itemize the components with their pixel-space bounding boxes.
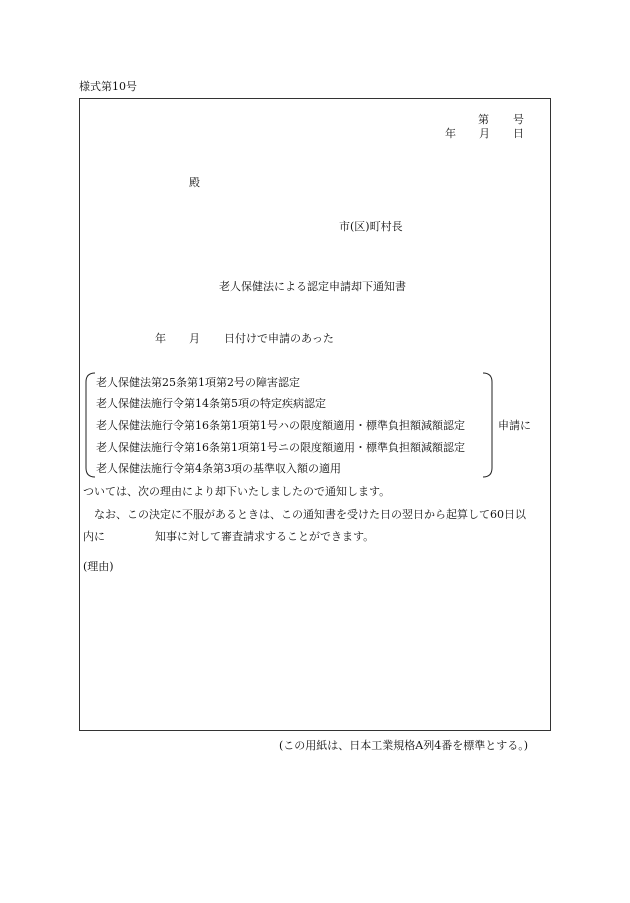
footer-note: (この用紙は、日本工業規格A列4番を標準とする。) (279, 739, 529, 752)
application-type-item: 老人保健法施行令第16条第1項第1号ハの限度額適用・標準負担額減額認定 (96, 419, 465, 432)
document-title: 老人保健法による認定申請却下通知書 (219, 280, 406, 293)
application-month: 月 (189, 332, 200, 345)
application-type-item: 老人保健法施行令第14条第5項の特定疾病認定 (96, 397, 326, 410)
application-year: 年 (155, 332, 166, 345)
number-dai: 第 (478, 113, 489, 126)
addressee-suffix: 殿 (189, 176, 200, 189)
application-suffix: 申請に (498, 419, 531, 432)
reason-label: (理由) (83, 560, 114, 573)
right-brace (481, 372, 495, 478)
date-year: 年 (445, 127, 456, 140)
application-type-item: 老人保健法施行令第4条第3項の基準収入額の適用 (96, 462, 341, 475)
date-day: 日 (513, 127, 524, 140)
application-date-rest: 日付けで申請のあった (224, 332, 334, 345)
body-line-3-end: 知事に対して審査請求することができます。 (155, 530, 375, 543)
left-brace (83, 372, 97, 478)
date-month: 月 (479, 127, 490, 140)
form-number: 様式第10号 (79, 80, 137, 93)
body-line-3-start: 内に (83, 530, 105, 543)
number-go: 号 (513, 113, 524, 126)
body-line-1: ついては、次の理由により却下いたしましたので通知します。 (83, 485, 391, 498)
application-type-item: 老人保健法第25条第1項第2号の障害認定 (96, 376, 300, 389)
issuer: 市(区)町村長 (339, 220, 403, 233)
application-type-item: 老人保健法施行令第16条第1項第1号ニの限度額適用・標準負担額減額認定 (96, 441, 465, 454)
body-line-2: なお、この決定に不服があるときは、この通知書を受けた日の翌日から起算して60日以 (94, 508, 526, 521)
